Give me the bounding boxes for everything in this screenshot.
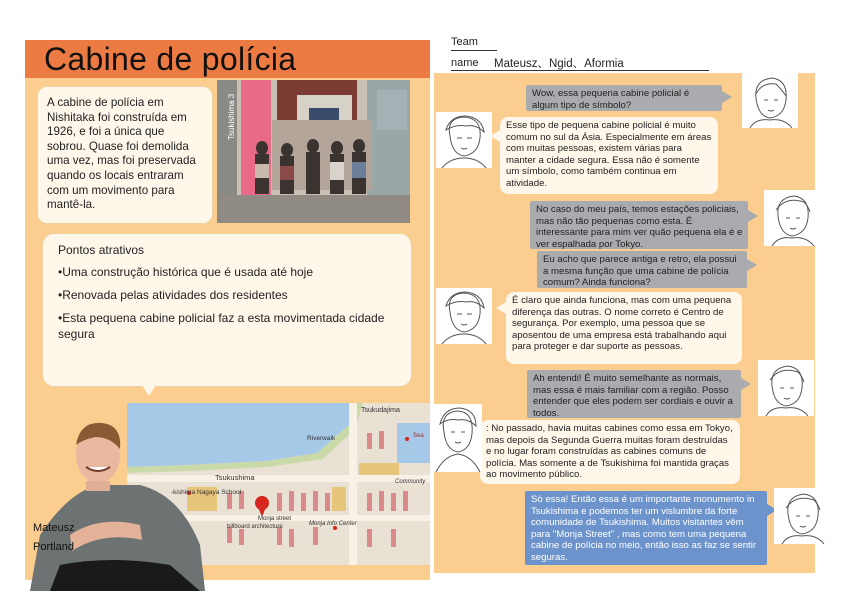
attraction-item: •Esta pequena cabine policial faz a esta movimentada cidade segura — [58, 311, 385, 341]
chat-bubble: Eu acho que parece antiga e retro, ela possui a mesma função que uma cabine de polícia comum? Ainda funciona? — [537, 251, 747, 288]
chat-bubble: Ah entendi! É muito semelhante as normais, mas essa é mais familiar com a região. Posso entender que eles podem ser cordiais e ouvir a todos. — [527, 370, 741, 418]
street-photo-illustration — [217, 80, 410, 223]
chat-bubble: Só essa! Então essa é um importante monumento in Tsukishima e podemos ter um vislumbre da forte comunidade de Tsukishima. Muitos visitantes vêm para "Monja Street" , mas como tem uma pequena cabine de polícia no meio, então isso as faz se sentir seguras. — [525, 491, 767, 565]
map-label-billboard: billboard architecture — [227, 524, 283, 530]
team-label: Team — [451, 36, 478, 48]
chat-bubble: Wow, essa pequena cabine policial é algum tipo de símbolo? — [526, 85, 722, 111]
team-underline — [451, 50, 497, 51]
person-caption-city: Portland — [33, 541, 74, 553]
page-title: Cabine de polícia — [44, 41, 297, 77]
map-label-school: -kishima Nagaya School — [171, 489, 242, 496]
speaker-face-icon — [436, 288, 492, 344]
team-members: Mateusz、Ngid、Aformia — [494, 58, 624, 70]
bubble-tail — [741, 378, 751, 390]
team-label: name — [451, 57, 479, 69]
speaker-face-icon — [436, 112, 492, 168]
street-photo — [217, 80, 410, 223]
person-illustration — [30, 415, 205, 591]
speaker-face-icon — [758, 360, 814, 416]
attractions-heading: Pontos atrativos — [58, 243, 145, 257]
attraction-item: •Renovada pelas atividades dos residentes — [58, 288, 288, 302]
speaker-face-icon — [764, 190, 820, 246]
bubble-tail — [496, 302, 506, 314]
map-label-monja-info: Monja Info Center — [309, 521, 357, 527]
map-label-community: Community — [395, 479, 426, 485]
chat-bubble: : No passado, havia muitas cabines como essa em Tokyo, mas depois da Segunda Guerra muitas foram destruídas e no lugar foram construídas as cabines comuns de polícia. Mas somente a de Tsukishima foi mantida graças ao movimento público. — [480, 420, 740, 484]
photo-sign: Tsukishima 3 — [227, 93, 236, 140]
bubble-tail — [722, 91, 732, 103]
attraction-item: •Uma construção histórica que é usada até hoje — [58, 265, 314, 279]
map-label-sea: Sea — [413, 433, 424, 439]
chat-bubble: No caso do meu país, temos estações policiais, mas não tão pequenas como esta. É interessante para mim ver quão pequena ela é e ver espalhada por Tokyo. — [530, 201, 748, 249]
person-photo — [30, 415, 205, 591]
speaker-face-icon — [742, 72, 798, 128]
speaker-face-icon — [774, 488, 830, 544]
chat-bubble: Esse tipo de pequena cabine policial é muito comum no sul da Ásia. Especialmente em áreas com muitas pessoas, existem várias para manter a cidade segura. Essa não é somente um símbolo, como também continua em atividade. — [500, 117, 718, 194]
bubble-tail — [748, 210, 758, 222]
intro-text: A cabine de polícia em Nishitaka foi construída em 1926, e foi a única que sobrou. Quase foi demolida uma vez, mas foi preservada quando os locais entraram com um movimento para mantê-la. — [37, 86, 213, 224]
map-label-tsukushima: Tsukushima — [215, 473, 255, 482]
person-caption-name: Mateusz — [33, 522, 75, 534]
map-label-monja-street: Monja street — [258, 516, 292, 522]
attractions-box-tail — [140, 382, 158, 396]
map-label-riverwalk: Riverwalk — [307, 435, 336, 442]
speaker-face-icon — [434, 404, 482, 472]
chat-bubble: É claro que ainda funciona, mas com uma pequena diferença das outras. O nome correto é Centro de segurança. Por exemplo, uma pessoa que se aposentou de uma empresa está trabalhando aqui para proteger e dar suporte as pessoas. — [506, 292, 742, 364]
attractions-box — [42, 233, 412, 387]
map-label-tsukudajima: Tsukudajima — [361, 407, 400, 414]
bubble-tail — [747, 259, 757, 271]
